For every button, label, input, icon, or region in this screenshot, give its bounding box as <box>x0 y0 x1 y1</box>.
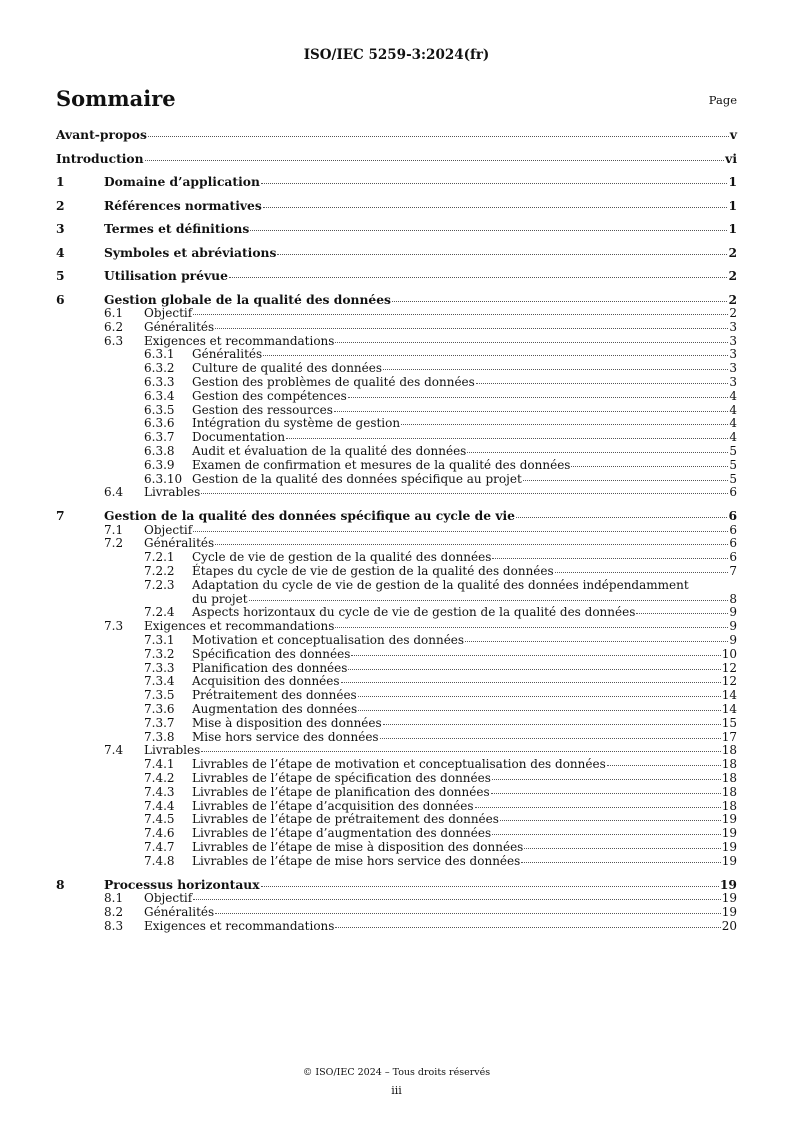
toc-entry[interactable] <box>56 841 737 855</box>
toc-entry-page: 1 <box>728 197 737 213</box>
toc-entry[interactable] <box>56 307 737 321</box>
toc-entry[interactable] <box>56 445 737 459</box>
toc-entry-title: Introduction <box>56 150 144 166</box>
dot-leader <box>215 544 728 545</box>
toc-entry-page: 5 <box>729 443 737 458</box>
toc-entry-page: 14 <box>721 688 737 703</box>
dot-leader <box>335 627 728 628</box>
toc-entry[interactable] <box>56 473 737 487</box>
toc-entry-number: 7.2.1 <box>144 550 175 565</box>
dot-leader <box>607 765 721 766</box>
toc-entry-title: Adaptation du cycle de vie de gestion de la qualité des données indépendamment <box>192 577 689 592</box>
toc-entry[interactable] <box>56 198 737 214</box>
toc-entry[interactable] <box>56 906 737 920</box>
toc-entry-number: 8 <box>56 876 65 892</box>
toc-entry-page: v <box>729 127 737 142</box>
dot-leader <box>476 383 729 384</box>
toc-entry-page: 3 <box>729 333 737 348</box>
toc-entry-number: 6 <box>56 291 65 307</box>
dot-leader <box>383 369 728 370</box>
toc-entry-page: 3 <box>729 374 737 389</box>
toc-entry-number: 7.3.4 <box>144 674 175 689</box>
toc-entry-page: 20 <box>721 918 737 933</box>
toc-entry-number: 7.4.5 <box>144 812 175 827</box>
toc-entry-title: Livrables <box>144 485 201 500</box>
toc-entry[interactable] <box>56 717 737 731</box>
toc-entry[interactable] <box>56 151 737 167</box>
dot-leader <box>249 600 729 601</box>
dot-leader <box>334 411 729 412</box>
dot-leader <box>263 207 728 208</box>
toc-entry[interactable] <box>56 508 737 524</box>
toc-entry-number: 6.1 <box>104 306 124 320</box>
dot-leader <box>524 848 720 849</box>
toc-entry-page: 7 <box>729 564 737 579</box>
page-title: Sommaire <box>56 86 176 111</box>
toc-entry-number: 7.4.7 <box>144 839 175 854</box>
toc-entry-page: 18 <box>721 798 737 813</box>
toc-entry-title: Aspects horizontaux du cycle de vie de gestion de la qualité des données <box>192 605 636 620</box>
toc-entry-title: Cycle de vie de gestion de la qualité des données <box>192 550 492 565</box>
dot-leader <box>341 682 721 683</box>
toc-entry-title: Étapes du cycle de vie de gestion de la qualité des données <box>192 564 554 579</box>
toc-entry-title-cont: du projet <box>192 591 248 606</box>
dot-leader <box>261 886 719 887</box>
toc-entry[interactable] <box>56 744 737 758</box>
toc-entry-title: Livrables de l’étape de motivation et conceptualisation des données <box>192 757 606 772</box>
dot-leader <box>500 820 721 821</box>
toc-entry-page: 19 <box>721 812 737 827</box>
toc-entry-title: Avant-propos <box>56 127 147 142</box>
toc-entry-page: 18 <box>721 771 737 785</box>
dot-leader <box>516 517 727 518</box>
toc-entry[interactable] <box>56 689 737 703</box>
toc-entry[interactable] <box>56 245 737 261</box>
toc-entry-page: 5 <box>729 457 737 472</box>
toc-entry-page: 19 <box>721 839 737 854</box>
dot-leader <box>636 613 728 614</box>
dot-leader <box>521 862 720 863</box>
toc-entry-number: 6.2 <box>104 319 124 334</box>
dot-leader <box>335 927 720 928</box>
toc-entry-title: Examen de confirmation et mesures de la qualité des données <box>192 457 571 472</box>
toc-entry[interactable] <box>56 662 737 676</box>
toc-entry-number: 7.2 <box>104 536 124 551</box>
toc-entry-number: 7.4.3 <box>144 784 175 799</box>
toc-entry[interactable] <box>56 800 737 814</box>
toc-entry-page: 6 <box>729 550 737 565</box>
toc-entry-title: Utilisation prévue <box>104 268 228 283</box>
toc-entry-title: Gestion de la qualité des données spécifique au cycle de vie <box>104 508 515 524</box>
dot-leader <box>467 452 728 453</box>
toc-entry-page: 2 <box>728 291 737 307</box>
toc-entry-title: Processus horizontaux <box>104 876 260 892</box>
toc-entry-number: 6.3.9 <box>144 457 175 472</box>
toc-entry[interactable] <box>56 758 737 772</box>
toc-entry-page: 4 <box>729 388 737 403</box>
toc-entry-number: 6.3.6 <box>144 416 175 431</box>
toc-entry[interactable] <box>56 404 737 418</box>
toc-entry-page: 5 <box>729 471 737 486</box>
toc-entry-number: 6.3.1 <box>144 347 175 362</box>
toc-entry-page: 3 <box>729 347 737 362</box>
toc-entry[interactable] <box>56 362 737 376</box>
toc-entry[interactable] <box>56 620 737 634</box>
toc-entry-number: 7.2.2 <box>144 564 175 579</box>
toc-entry-page: 2 <box>728 268 737 283</box>
dot-leader <box>358 710 721 711</box>
dot-leader <box>555 572 729 573</box>
table-of-contents <box>56 127 737 933</box>
toc-entry-page: 12 <box>721 674 737 689</box>
toc-entry-number: 7.4.4 <box>144 798 175 813</box>
toc-entry-number: 7.4.8 <box>144 853 175 868</box>
toc-entry-page: 18 <box>721 784 737 799</box>
toc-entry-page: 3 <box>729 319 737 334</box>
toc-entry-title: Généralités <box>192 347 263 362</box>
toc-entry-title: Prétraitement des données <box>192 688 357 703</box>
dot-leader <box>261 183 728 184</box>
toc-entry[interactable] <box>56 827 737 841</box>
toc-entry-number: 6.4 <box>104 485 124 500</box>
dot-leader <box>201 751 720 752</box>
dot-leader <box>380 738 721 739</box>
dot-leader <box>201 493 728 494</box>
page-number: iii <box>391 1084 402 1097</box>
toc-entry-number: 6.3.3 <box>144 374 175 389</box>
toc-entry[interactable] <box>56 703 737 717</box>
dot-leader <box>348 397 729 398</box>
toc-entry[interactable] <box>56 877 737 893</box>
toc-entry[interactable] <box>56 565 737 579</box>
toc-entry-title: Gestion des problèmes de qualité des données <box>192 374 475 389</box>
toc-entry[interactable] <box>56 524 737 538</box>
toc-entry-title: Livrables de l’étape de mise à disposition des données <box>192 839 524 854</box>
toc-entry[interactable] <box>56 892 737 906</box>
toc-entry-page: 19 <box>721 826 737 841</box>
dot-leader <box>475 807 721 808</box>
toc-entry-page: 18 <box>721 757 737 772</box>
dot-leader <box>215 328 728 329</box>
toc-entry-number: 6.3 <box>104 333 124 348</box>
toc-entry-page: 9 <box>729 619 737 634</box>
toc-entry-body <box>192 579 737 607</box>
toc-entry-number: 7.3.6 <box>144 702 175 717</box>
toc-entry-title: Culture de qualité des données <box>192 361 383 376</box>
toc-entry[interactable] <box>56 675 737 689</box>
toc-entry-title: Documentation <box>192 430 286 445</box>
dot-leader <box>383 724 721 725</box>
toc-entry-number: 8.1 <box>104 891 124 906</box>
dot-leader <box>492 779 721 780</box>
toc-entry-page: 8 <box>729 591 737 606</box>
dot-leader <box>392 301 727 302</box>
toc-entry[interactable] <box>56 431 737 445</box>
toc-entry-number: 7.2.4 <box>144 605 175 620</box>
toc-entry-number: 7.1 <box>104 522 124 537</box>
toc-entry-page: 10 <box>721 646 737 661</box>
toc-entry-number: 7.4 <box>104 743 124 758</box>
toc-entry-title: Gestion de la qualité des données spécifique au projet <box>192 471 522 486</box>
toc-entry[interactable] <box>56 731 737 745</box>
toc-entry-title: Objectif <box>144 522 193 537</box>
toc-entry-page: 9 <box>729 605 737 620</box>
toc-entry-title: Livrables de l’étape de mise hors service des données <box>192 853 521 868</box>
toc-entry[interactable] <box>56 174 737 190</box>
toc-entry[interactable] <box>56 579 737 607</box>
toc-entry[interactable] <box>56 459 737 473</box>
toc-entry-number: 7.3 <box>104 619 124 634</box>
toc-entry-number: 7.3.7 <box>144 715 175 730</box>
dot-leader <box>491 793 721 794</box>
toc-entry-title: Audit et évaluation de la qualité des données <box>192 443 467 458</box>
dot-leader <box>229 277 728 278</box>
toc-entry-page: 3 <box>729 361 737 376</box>
toc-entry-title: Généralités <box>144 319 215 334</box>
toc-entry-page: 18 <box>721 743 737 758</box>
toc-entry[interactable] <box>56 648 737 662</box>
toc-entry-page: 19 <box>721 853 737 868</box>
dot-leader <box>523 480 729 481</box>
dot-leader <box>193 531 728 532</box>
toc-entry-page: 2 <box>729 306 737 320</box>
toc-entry-page: vi <box>725 150 737 166</box>
toc-entry-title: Termes et définitions <box>104 221 250 236</box>
toc-entry-title: Généralités <box>144 536 215 551</box>
toc-entry-page: 1 <box>728 174 737 189</box>
dot-leader <box>286 438 728 439</box>
dot-leader <box>145 160 725 161</box>
page-column-label: Page <box>708 93 737 107</box>
toc-entry[interactable] <box>56 634 737 648</box>
toc-entry[interactable] <box>56 786 737 800</box>
toc-entry-number: 8.3 <box>104 918 124 933</box>
toc-entry[interactable] <box>56 292 737 308</box>
toc-entry-title: Motivation et conceptualisation des données <box>192 633 465 648</box>
toc-entry-number: 6.3.5 <box>144 402 175 417</box>
dot-leader <box>492 834 721 835</box>
toc-entry-number: 6.3.8 <box>144 443 175 458</box>
toc-entry[interactable] <box>56 335 737 349</box>
dot-leader <box>148 136 729 137</box>
dot-leader <box>335 342 728 343</box>
toc-entry-page: 17 <box>721 729 737 744</box>
toc-entry-page: 19 <box>719 876 737 892</box>
toc-entry-number: 7 <box>56 508 65 524</box>
toc-entry-title: Augmentation des données <box>192 702 358 717</box>
toc-entry-title: Livrables de l’étape d’acquisition des données <box>192 798 474 813</box>
toc-entry-title: Exigences et recommandations <box>144 333 335 348</box>
toc-entry-title: Gestion des ressources <box>192 402 333 417</box>
toc-entry[interactable] <box>56 127 737 143</box>
toc-entry-title: Intégration du système de gestion <box>192 416 401 431</box>
dot-leader <box>193 899 721 900</box>
toc-entry-title: Livrables de l’étape de planification des données <box>192 784 490 799</box>
toc-entry-page: 6 <box>729 536 737 551</box>
toc-entry-title: Spécification des données <box>192 646 351 661</box>
toc-entry-number: 7.4.6 <box>144 826 175 841</box>
toc-entry[interactable] <box>56 486 737 500</box>
dot-leader <box>571 466 728 467</box>
toc-entry[interactable] <box>56 855 737 869</box>
toc-entry-number: 6.3.10 <box>144 471 183 486</box>
toc-entry-title: Objectif <box>144 891 193 906</box>
toc-entry-number: 2 <box>56 197 65 213</box>
toc-entry-page: 14 <box>721 702 737 717</box>
toc-entry-title: Objectif <box>144 306 193 320</box>
dot-leader <box>250 230 727 231</box>
toc-entry-page: 4 <box>729 416 737 431</box>
dot-leader <box>215 913 721 914</box>
toc-entry[interactable] <box>56 390 737 404</box>
toc-entry-number: 4 <box>56 244 65 260</box>
document-header: ISO/IEC 5259-3:2024(fr) <box>303 47 490 63</box>
toc-entry-number: 5 <box>56 268 65 283</box>
toc-entry[interactable] <box>56 537 737 551</box>
toc-entry-page: 2 <box>728 244 737 260</box>
toc-entry-title: Acquisition des données <box>192 674 340 689</box>
toc-entry-title: Domaine d’application <box>104 174 260 189</box>
toc-entry-number: 7.3.2 <box>144 646 175 661</box>
toc-entry[interactable] <box>56 221 737 237</box>
toc-entry-number: 7.2.3 <box>144 577 175 592</box>
toc-entry-page: 19 <box>721 891 737 906</box>
toc-entry-page: 12 <box>721 660 737 675</box>
toc-entry-title: Exigences et recommandations <box>144 918 335 933</box>
toc-entry[interactable] <box>56 551 737 565</box>
toc-entry[interactable] <box>56 772 737 786</box>
toc-entry-number: 7.3.1 <box>144 633 175 648</box>
toc-entry-number: 3 <box>56 221 65 236</box>
toc-entry[interactable] <box>56 376 737 390</box>
dot-leader <box>277 254 727 255</box>
toc-entry[interactable] <box>56 417 737 431</box>
dot-leader <box>401 424 728 425</box>
toc-entry-page: 4 <box>729 430 737 445</box>
toc-entry-title: Livrables de l’étape de prétraitement des données <box>192 812 499 827</box>
toc-entry[interactable] <box>56 920 737 934</box>
toc-entry-title: Mise hors service des données <box>192 729 379 744</box>
toc-entry-page: 4 <box>729 402 737 417</box>
dot-leader <box>193 314 728 315</box>
toc-entry[interactable] <box>56 268 737 284</box>
toc-entry[interactable] <box>56 321 737 335</box>
toc-entry-continuation <box>192 593 737 607</box>
toc-entry-number: 1 <box>56 174 65 189</box>
toc-entry-page: 6 <box>729 522 737 537</box>
toc-entry-title: Exigences et recommandations <box>144 619 335 634</box>
toc-entry-page: 6 <box>728 508 737 524</box>
toc-entry-number: 7.3.3 <box>144 660 175 675</box>
toc-entry-page: 1 <box>728 221 737 236</box>
copyright-footer: © ISO/IEC 2024 – Tous droits réservés <box>302 1067 491 1078</box>
dot-leader <box>358 696 721 697</box>
toc-entry-number: 6.3.4 <box>144 388 175 403</box>
dot-leader <box>263 355 728 356</box>
toc-entry-title: Gestion globale de la qualité des données <box>104 291 391 307</box>
toc-entry-number: 7.3.8 <box>144 729 175 744</box>
toc-entry-number: 7.4.1 <box>144 757 175 772</box>
toc-entry-number: 7.3.5 <box>144 688 175 703</box>
toc-entry-title: Gestion des compétences <box>192 388 347 403</box>
dot-leader <box>492 558 728 559</box>
toc-entry[interactable] <box>56 813 737 827</box>
toc-entry-title: Livrables de l’étape de spécification des données <box>192 771 491 785</box>
toc-entry-page: 19 <box>721 904 737 919</box>
dot-leader <box>465 641 728 642</box>
toc-entry[interactable] <box>56 606 737 620</box>
dot-leader <box>348 669 720 670</box>
toc-entry-title: Symboles et abréviations <box>104 244 277 260</box>
toc-entry[interactable] <box>56 348 737 362</box>
toc-entry-number: 6.3.2 <box>144 361 175 376</box>
toc-entry-number: 8.2 <box>104 904 124 919</box>
toc-entry-title: Planification des données <box>192 660 348 675</box>
dot-leader <box>351 655 720 656</box>
toc-entry-number: 6.3.7 <box>144 430 175 445</box>
toc-entry-page: 6 <box>729 485 737 500</box>
toc-entry-page: 9 <box>729 633 737 648</box>
toc-entry-title: Livrables de l’étape d’augmentation des données <box>192 826 492 841</box>
toc-entry-title: Mise à disposition des données <box>192 715 382 730</box>
toc-entry-title: Références normatives <box>104 197 262 213</box>
toc-entry-page: 15 <box>721 715 737 730</box>
toc-entry-title: Généralités <box>144 904 215 919</box>
toc-entry-title: Livrables <box>144 743 201 758</box>
toc-entry-number: 7.4.2 <box>144 771 175 785</box>
